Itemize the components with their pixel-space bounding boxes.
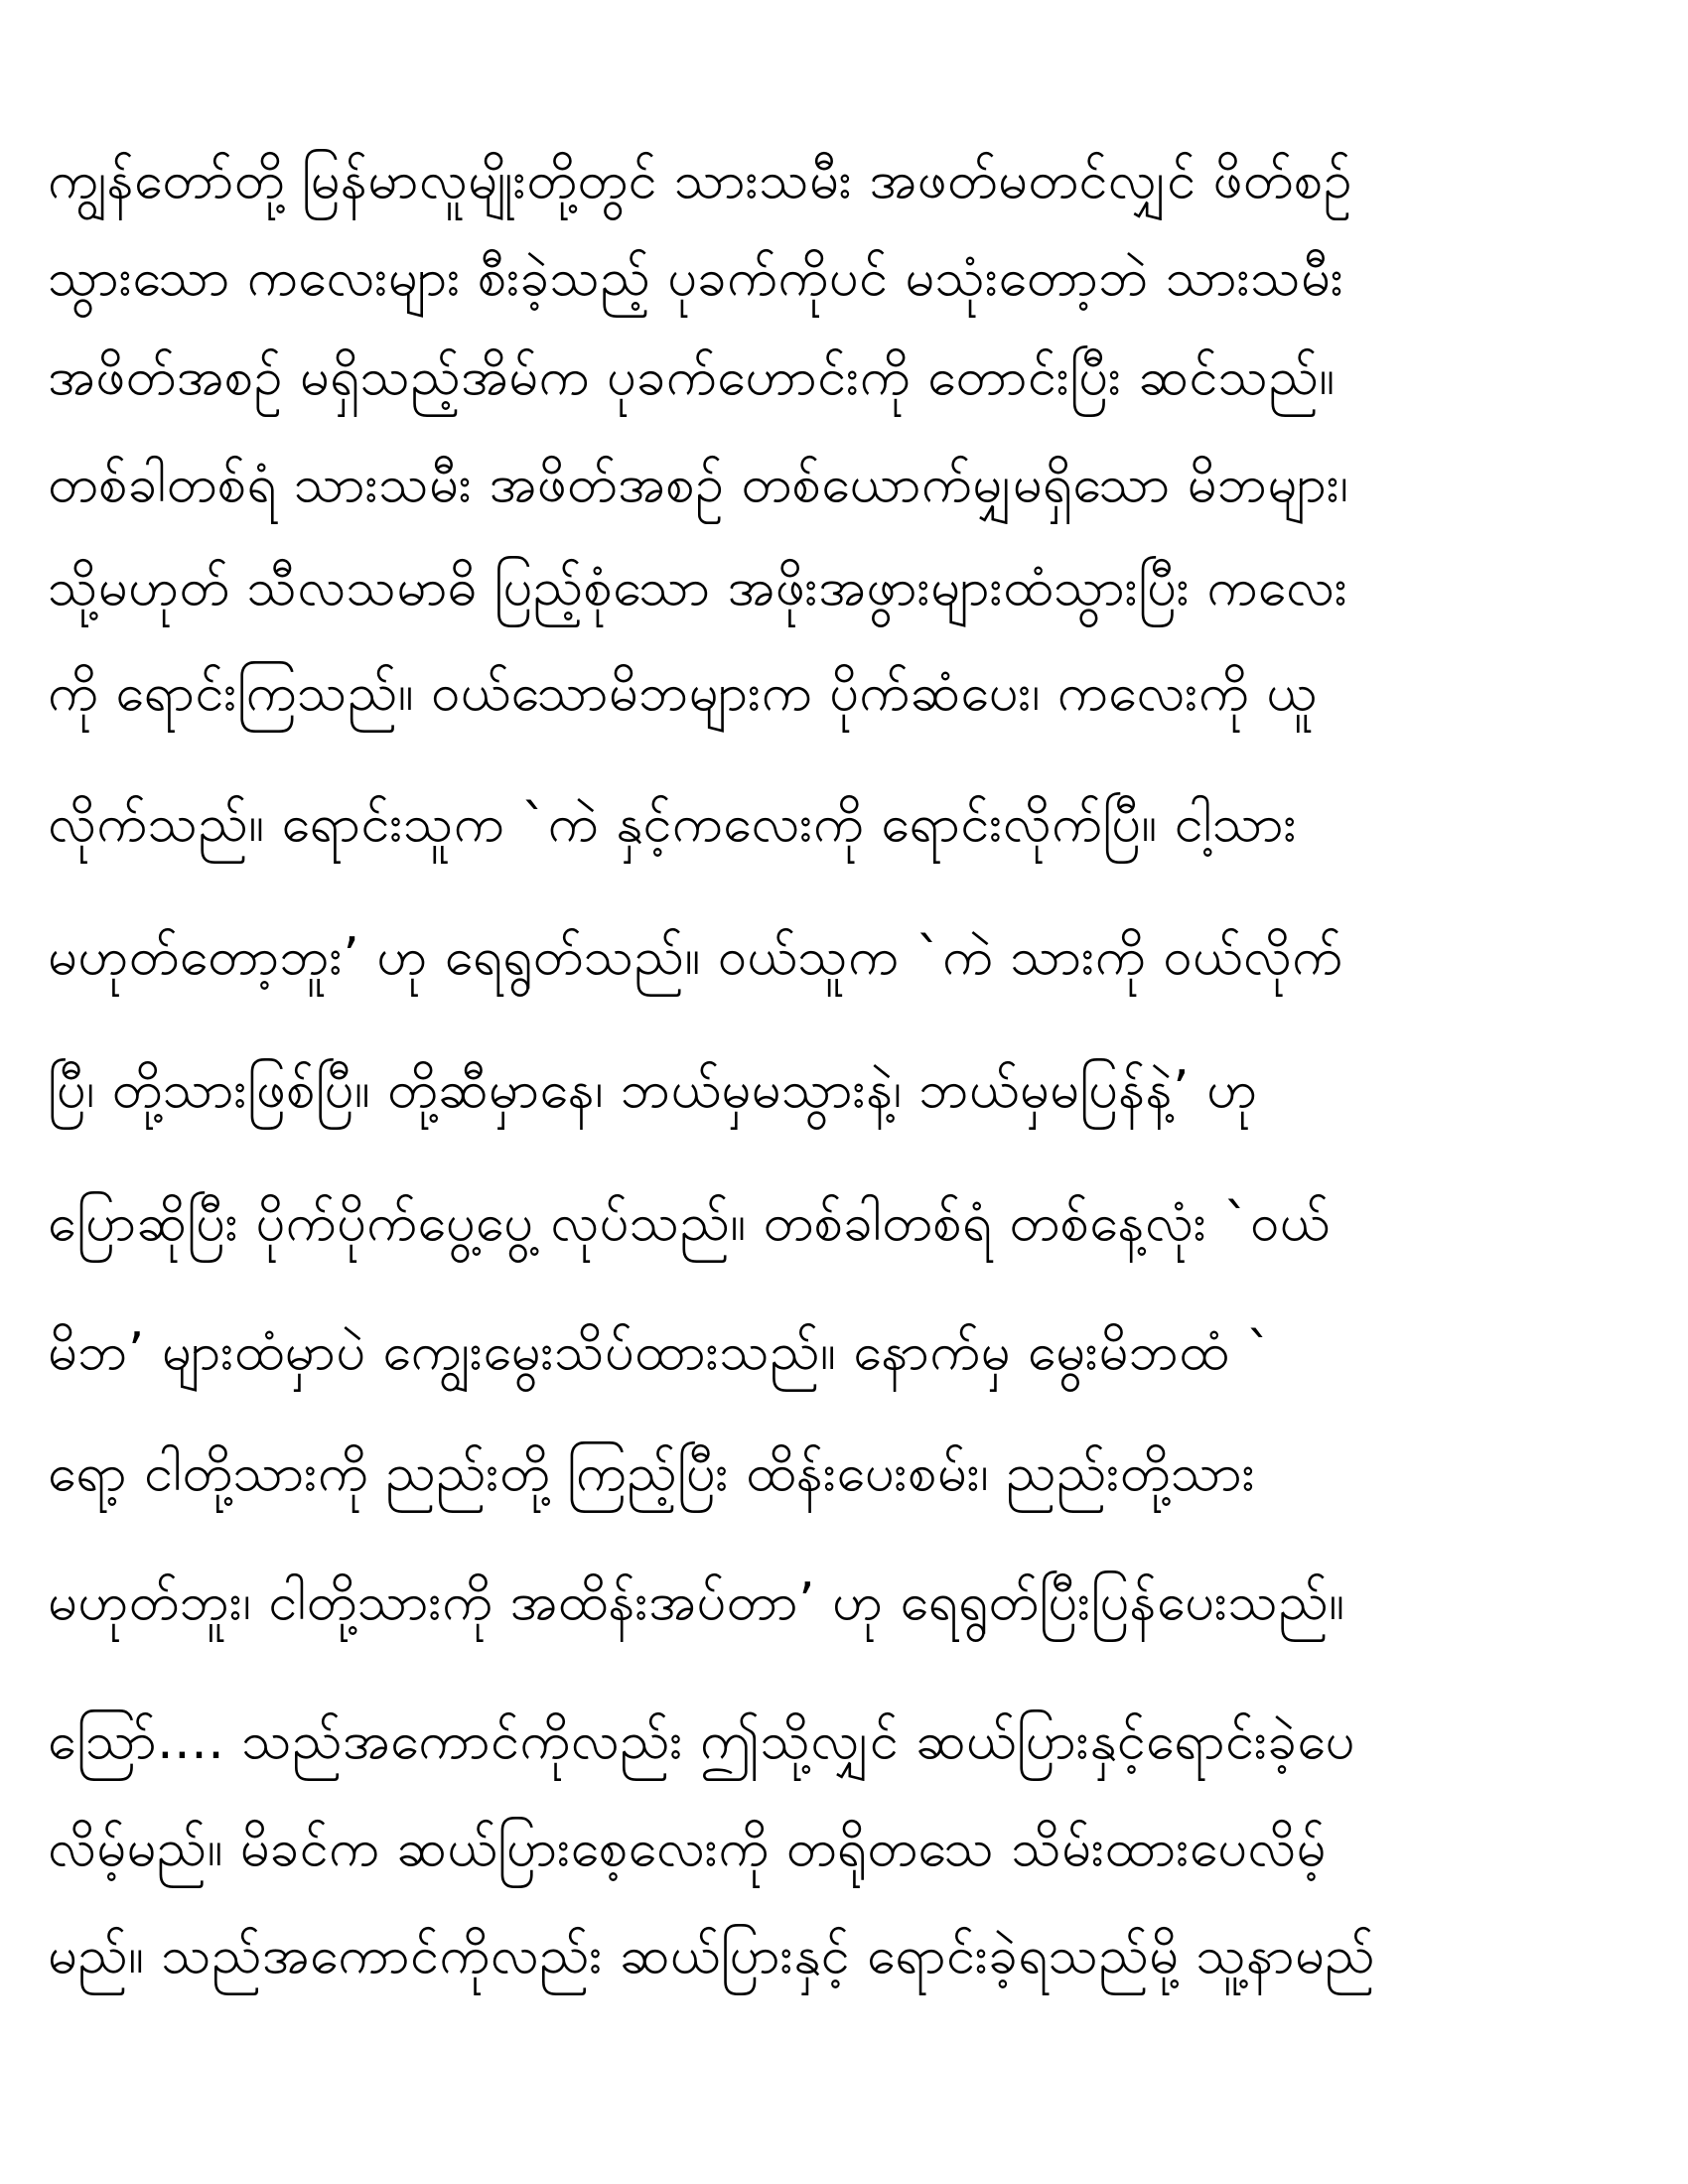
text-line: ရော့ ငါတို့သားကို ညည်းတို့ ကြည့်ပြီး ထိန်းပေးစမ်း၊ ညည်းတို့သား xyxy=(48,1443,1256,1503)
text-line: ကျွန်တော်တို့ မြန်မာလူမျိုးတို့တွင် သားသမီး အဖတ်မတင်လျှင် ဖိတ်စဉ် xyxy=(48,151,1352,210)
text-line: လိုက်သည်။ ရောင်းသူက `ကဲ နှင့်ကလေးကို ရောင်းလိုက်ပြီ။ ငါ့သား xyxy=(48,794,1298,854)
text-line: လိမ့်မည်။ မိခင်က ဆယ်ပြားစေ့လေးကို တရိုတသေ သိမ်းထားပေလိမ့် xyxy=(48,1819,1327,1878)
text-line: မဟုတ်တော့ဘူး’ ဟု ရေရွတ်သည်။ ဝယ်သူက `ကဲ သားကို ဝယ်လိုက် xyxy=(48,927,1343,987)
text-line: အဖိတ်အစဉ် မရှိသည့်အိမ်က ပုခက်ဟောင်းကို တောင်းပြီး ဆင်သည်။ xyxy=(48,347,1336,407)
text-line: မိဘ’ များထံမှာပဲ ကျွေးမွေးသိပ်ထားသည်။ နောက်မှ မွေးမိဘထံ ` xyxy=(48,1322,1273,1382)
text-line: သို့မဟုတ် သီလသမာဓိ ပြည့်စုံသော အဖိုးအဖွားများထံသွားပြီး ကလေး xyxy=(48,558,1348,617)
text-line: မဟုတ်ဘူး၊ ငါတို့သားကို အထိန်းအပ်တာ’ ဟု ရေရွတ်ပြီးပြန်ပေးသည်။ xyxy=(48,1572,1345,1632)
text-line: ကို ရောင်းကြသည်။ ဝယ်သောမိဘများက ပိုက်ဆံပေး၊ ကလေးကို ယူ xyxy=(48,663,1318,723)
text-line: မည်။ သည်အကောင်ကိုလည်း ဆယ်ပြားနှင့် ရောင်းခဲ့ရသည်မို့ သူ့နာမည် xyxy=(48,1926,1375,1985)
text-line: တစ်ခါတစ်ရံ သားသမီး အဖိတ်အစဉ် တစ်ယောက်မျှမရှိသော မိဘများ၊ xyxy=(48,455,1349,514)
text-line: ပြောဆိုပြီး ပိုက်ပိုက်ပွေ့ပွေ့ လုပ်သည်။ တစ်ခါတစ်ရံ တစ်နေ့လုံး `ဝယ် xyxy=(48,1193,1331,1253)
text-line: ပြီ၊ တို့သားဖြစ်ပြီ။ တို့ဆီမှာနေ၊ ဘယ်မှမသွားနဲ့၊ ဘယ်မှမပြန်နဲ့’ ဟု xyxy=(48,1060,1258,1120)
text-line: သြော်.... သည်အကောင်ကိုလည်း ဤသို့လျှင် ဆယ်ပြားနှင့်ရောင်းခဲ့ပေ xyxy=(48,1711,1355,1771)
text-line: သွားသော ကလေးများ စီးခဲ့သည့် ပုခက်ကိုပင် မသုံးတော့ဘဲ သားသမီး xyxy=(48,248,1344,308)
